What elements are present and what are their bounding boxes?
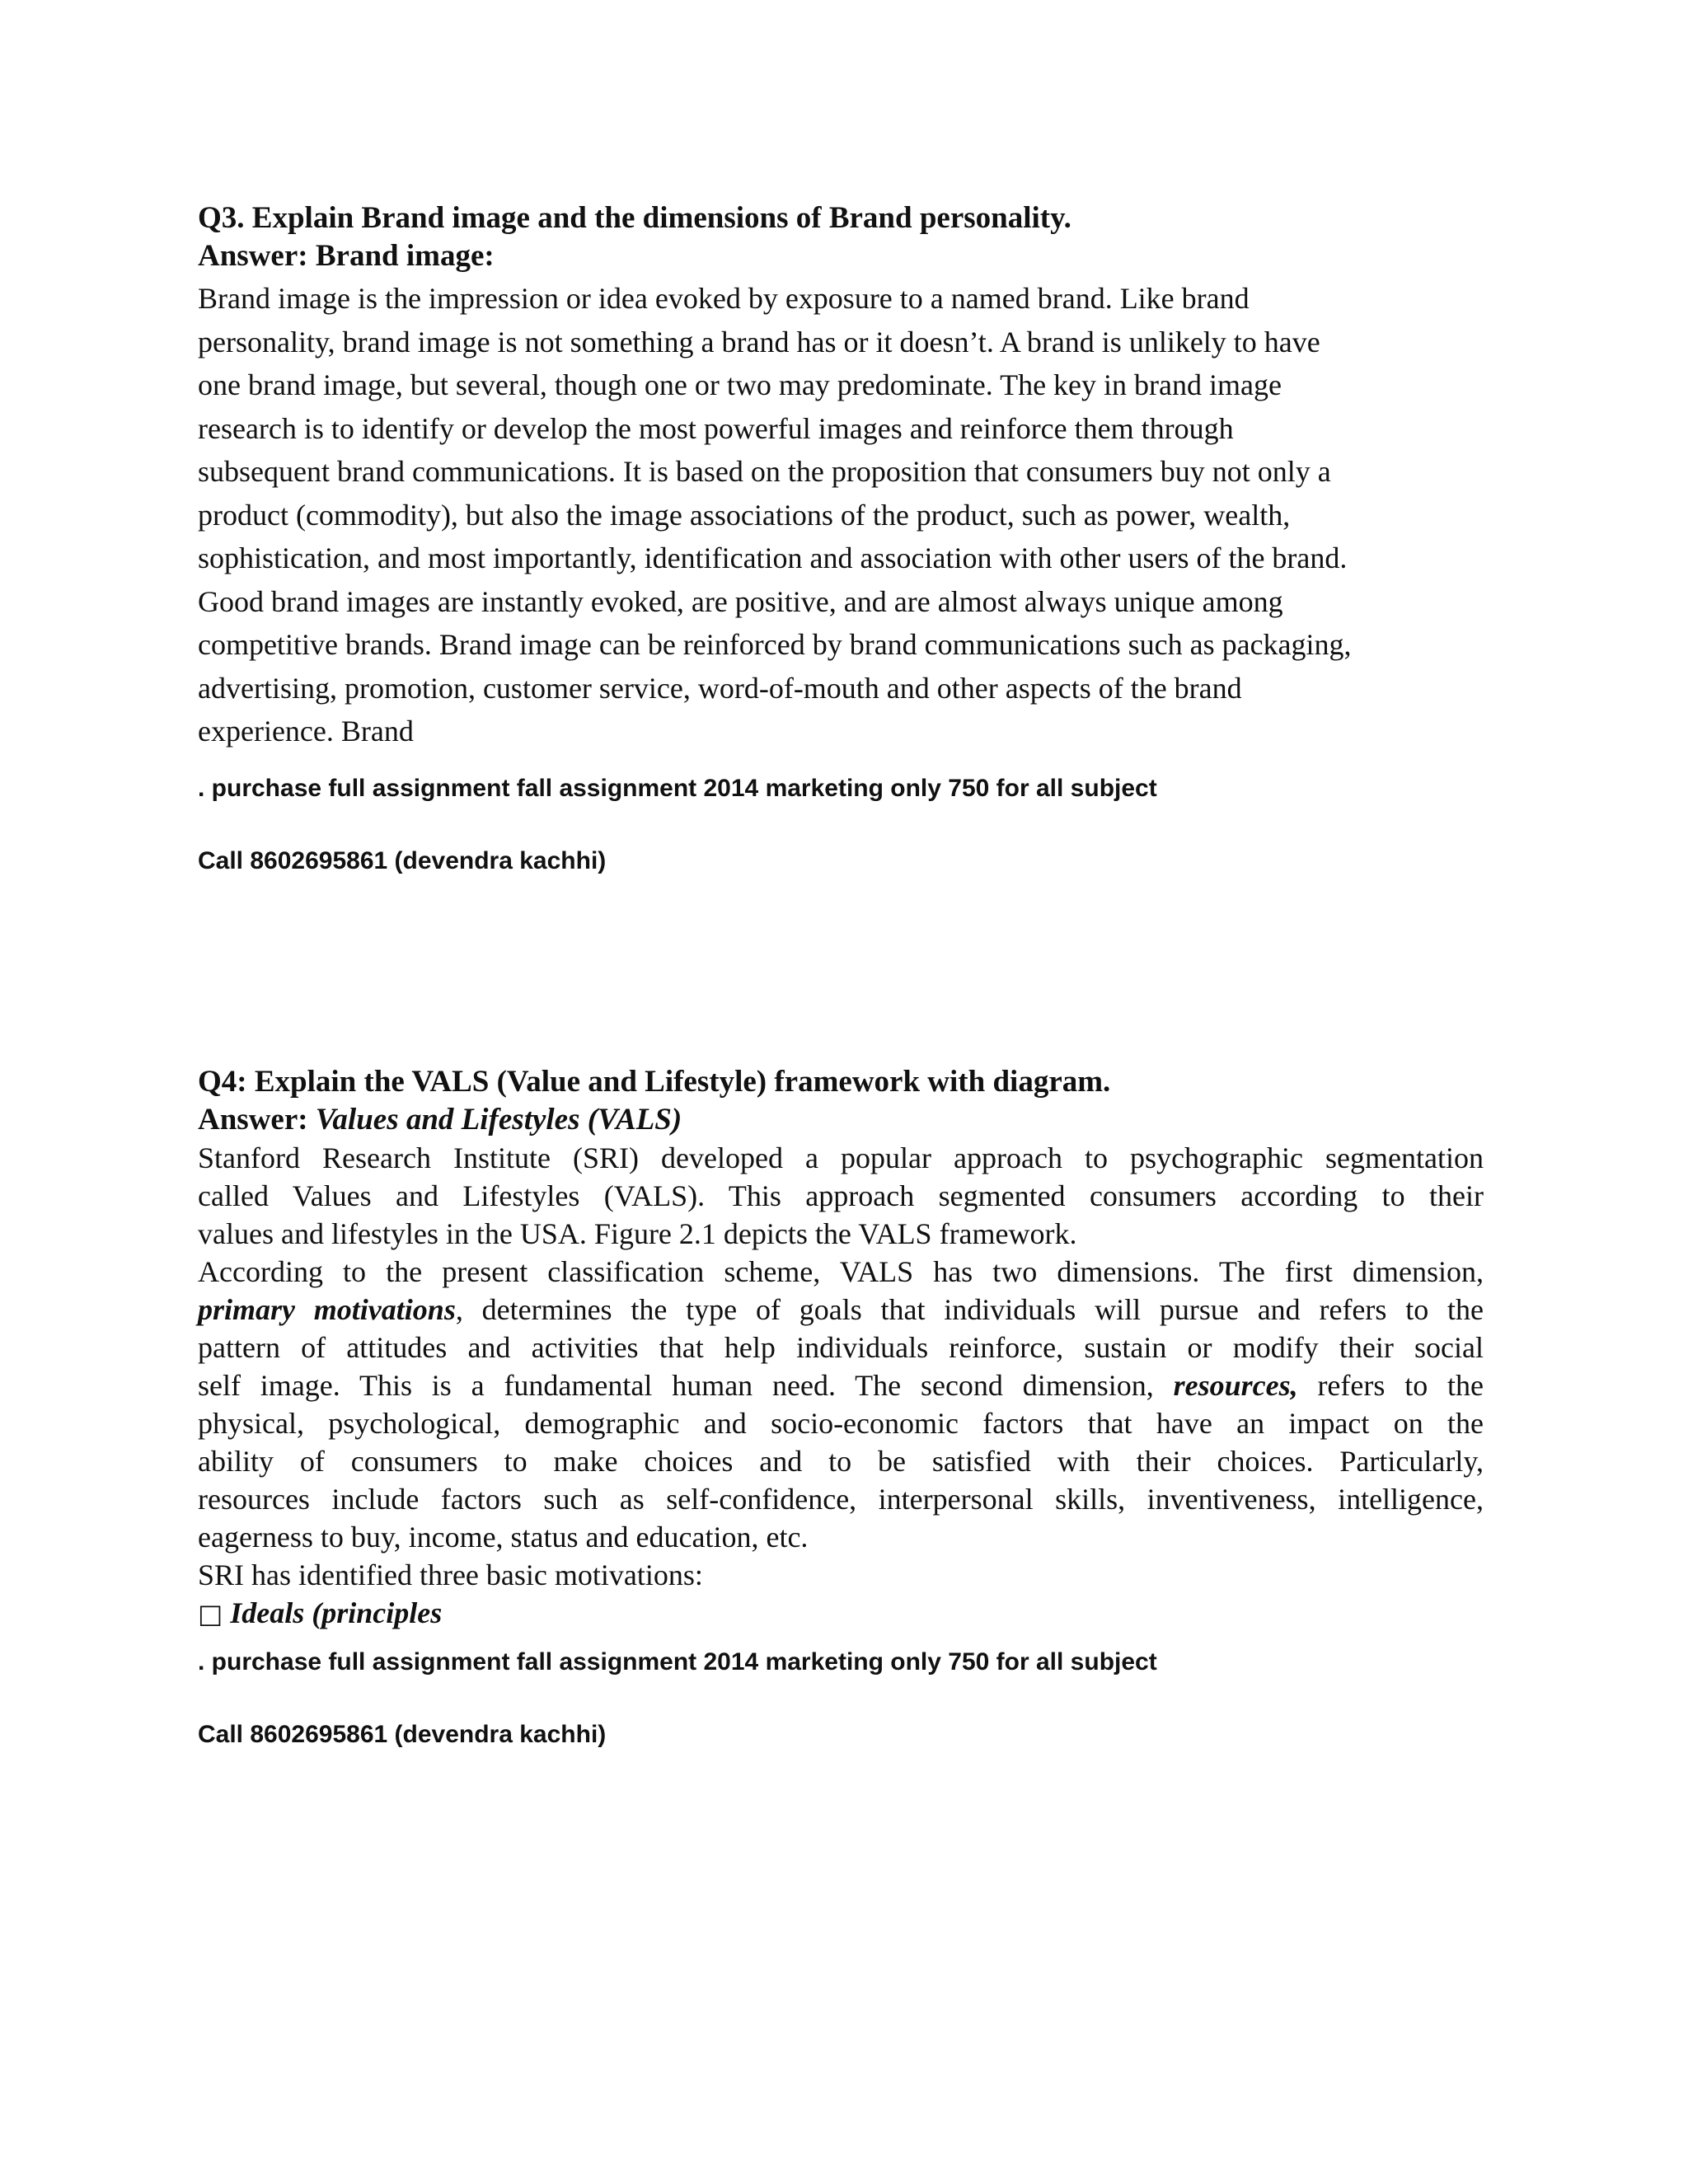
resources-term: resources,: [1173, 1369, 1298, 1402]
motivations-intro: SRI has identified three basic motivations:: [198, 1558, 703, 1591]
q3-answer-paragraph: [198, 277, 1484, 753]
q3-answer-heading: [198, 237, 1484, 275]
q4-answer-label: Answer:: [198, 1103, 308, 1137]
q4-line: pattern of attitudes and activities that help individuals reinforce, sustain or modify their social: [198, 1331, 1484, 1364]
promo-purchase-text: . purchase full assignment fall assignment 2014 marketing only 750 for all subject: [198, 1648, 1157, 1675]
q3-line: sophistication, and most importantly, identification and association with other users of the brand.: [198, 541, 1348, 574]
primary-motivations-term: primary motivations: [198, 1293, 456, 1326]
bullet-text: Ideals (principles: [230, 1596, 443, 1629]
q4-line: called Values and Lifestyles (VALS). This approach segmented consumers according to their: [198, 1179, 1484, 1212]
q4-line: physical, psychological, demographic and socio-economic factors that have an impact on the: [198, 1407, 1484, 1440]
q4-line: According to the present classification scheme, VALS has two dimensions. The first dimension,: [198, 1255, 1484, 1288]
q3-section: [198, 199, 1484, 753]
q3-line: competitive brands. Brand image can be reinforced by brand communications such as packaging,: [198, 628, 1352, 661]
bullet-box-icon: □: [198, 1598, 223, 1629]
promo-call-text: Call 8602695861 (devendra kachhi): [198, 847, 607, 874]
q3-answer-label: Answer:: [198, 239, 308, 273]
promo-call-text: Call 8602695861 (devendra kachhi): [198, 1721, 607, 1748]
q3-question: Q3. Explain Brand image and the dimensions of Brand personality.: [198, 201, 1071, 235]
q3-line: personality, brand image is not something a brand has or it doesn’t. A brand is unlikely to have: [198, 325, 1320, 359]
q3-line: subsequent brand communications. It is based on the proposition that consumers buy not only a: [198, 455, 1331, 488]
q3-line: research is to identify or develop the most powerful images and reinforce them through: [198, 411, 1234, 445]
q3-line: Good brand images are instantly evoked, are positive, and are almost always unique among: [198, 584, 1283, 618]
q3-line: Brand image is the impression or idea evoked by exposure to a named brand. Like brand: [198, 282, 1250, 315]
q4-paragraph-2: [198, 1253, 1484, 1556]
q4-answer-heading: [198, 1101, 1484, 1139]
q4-motivations: [198, 1556, 1484, 1633]
q4-section: [198, 1063, 1484, 1633]
q4-line: values and lifestyles in the USA. Figure 2.1 depicts the VALS framework.: [198, 1217, 1077, 1250]
q3-line: advertising, promotion, customer service, word-of-mouth and other aspects of the brand: [198, 671, 1242, 705]
q4-line: self image. This is a fundamental human need. The second dimension, resources, refers to the: [198, 1369, 1484, 1402]
q3-line: one brand image, but several, though one or two may predominate. The key in brand image: [198, 368, 1282, 401]
q4-line: eagerness to buy, income, status and education, etc.: [198, 1521, 809, 1554]
q4-line: resources include factors such as self-confidence, interpersonal skills, inventiveness, intelligence,: [198, 1483, 1484, 1516]
q4-answer-title: Values and Lifestyles (VALS): [315, 1103, 682, 1137]
q4-question: Q4: Explain the VALS (Value and Lifestyle) framework with diagram.: [198, 1065, 1111, 1099]
q4-line: primary motivations, determines the type of goals that individuals will pursue and refers to the: [198, 1293, 1484, 1326]
q4-line: ability of consumers to make choices and to be satisfied with their choices. Particularly,: [198, 1445, 1484, 1478]
promo-purchase-text: . purchase full assignment fall assignment 2014 marketing only 750 for all subject: [198, 775, 1157, 802]
q3-answer-title: Brand image:: [315, 239, 495, 273]
q3-line: experience. Brand: [198, 715, 414, 748]
bullet-item: [198, 1594, 1484, 1633]
q4-paragraph-1: [198, 1139, 1484, 1253]
q3-line: product (commodity), but also the image associations of the product, such as power, wealth,: [198, 498, 1291, 532]
q4-line: Stanford Research Institute (SRI) developed a popular approach to psychographic segmentation: [198, 1141, 1484, 1174]
